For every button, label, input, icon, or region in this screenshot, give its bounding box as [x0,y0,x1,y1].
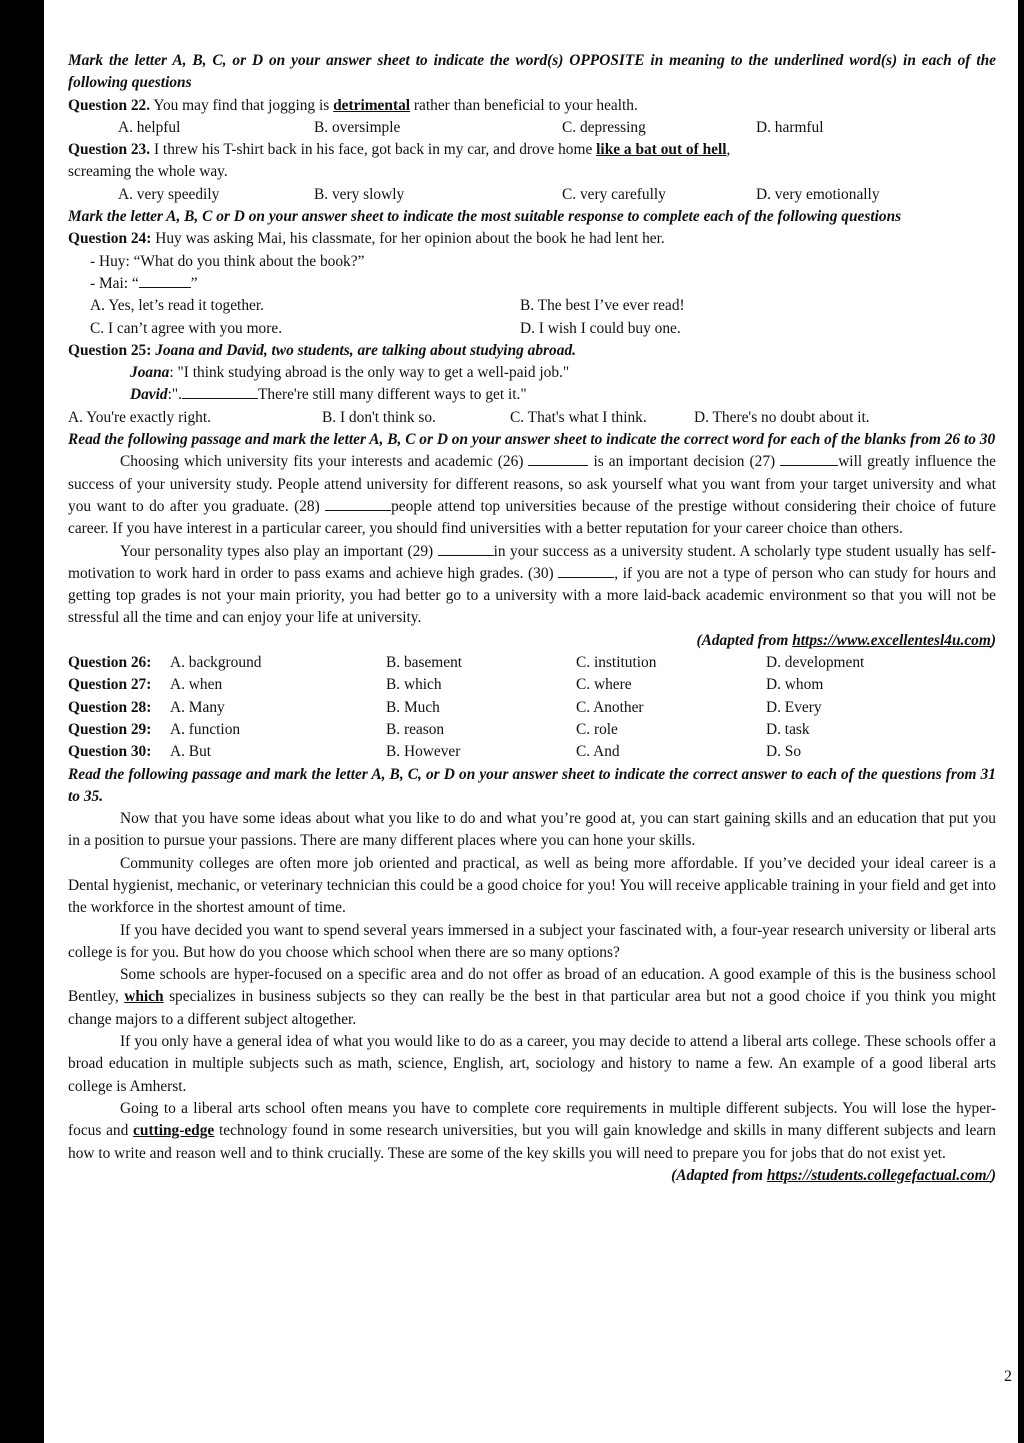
q30-option-d[interactable]: D. So [766,743,802,761]
q25-option-a[interactable]: A. You're exactly right. [68,408,211,426]
question-27 [68,674,996,696]
q29-label: Question 29: [68,720,152,738]
blank-30[interactable] [558,563,614,578]
q25-joana-line [68,362,996,384]
q28-label: Question 28: [68,698,152,716]
p6-underlined-cutting-edge: cutting-edge [133,1122,215,1140]
q25-joana-text: : "I think studying abroad is the only way to get a well-paid job." [169,364,570,382]
question-25 [68,340,996,362]
passage2-paragraph2: Community colleges are often more job oriented and practical, as well as being more affordable. If you’ve decided your ideal career is a Dental hygienist, mechanic, or veterinary technician this could be a good choice for you! You will receive applicable training in your field and get into the workforce in the shortest amount of time. [68,854,996,917]
q23-pre: I threw his T-shirt back in his face, got back in my car, and drove home [153,141,593,159]
q22-option-d[interactable]: D. harmful [756,118,824,136]
q25-text: Joana and David, two students, are talking about studying abroad. [155,341,576,359]
source2-suffix: ) [990,1166,996,1184]
page-number: 2 [1004,1368,1012,1385]
q29-option-c[interactable]: C. role [576,720,618,738]
question-23 [68,139,996,161]
q22-post: rather than beneficial to your health. [413,96,638,114]
q24-options-row2 [68,318,996,340]
passage1-source [68,630,996,652]
question-29 [68,719,996,741]
p1-part2: is an important decision (27) [593,453,776,471]
source2-link[interactable]: https://students.collegefactual.com/ [766,1166,991,1184]
q25-joana-name: Joana [130,364,170,382]
q22-underlined: detrimental [333,96,411,114]
q26-option-d[interactable]: D. development [766,654,865,672]
passage1-paragraph1 [68,451,996,540]
section2-instruction: Mark the letter A, B, C or D on your answer sheet to indicate the most suitable response to complete each of the following questions [68,208,902,226]
p4-part2: specializes in business subjects so they can really be the best in that particular area but not a good choice if you think you might change majors to a different subject altogether. [68,988,996,1028]
q30-option-c[interactable]: C. And [576,743,620,761]
q28-option-b[interactable]: B. Much [386,698,440,716]
blank-27[interactable] [780,451,838,466]
p2-part2: in your success as a university student. A scholarly type student usually has self-motivation to work hard in order to pass exams and achieve high grades. (30) [68,542,996,582]
p4-part1: Some schools are hyper-focused on a specific area and do not offer as broad of an education. A good example of this is the business school Bentley, [68,966,996,1006]
q27-option-d[interactable]: D. whom [766,676,824,694]
questions-26-30 [68,652,996,763]
q25-david-prefix: :". [167,386,183,404]
question-30 [68,741,996,763]
p2-part3: , if you are not a type of person who can study for hours and getting top grades is not your main priority, you had better go to a university with a more laid-back academic environment so that you will not be stressful all the time and can enjoy your life at university. [68,564,996,627]
q24-huy-line: - Huy: “What do you think about the book?” [90,252,365,270]
q30-label: Question 30: [68,743,152,761]
q23-post: , [726,141,731,159]
q23-option-b[interactable]: B. very slowly [314,185,405,203]
question-26 [68,652,996,674]
p6-part1: Going to a liberal arts school often means you have to complete core requirements in multiple different subjects. You will lose the hyper-focus and [68,1099,996,1140]
q27-label: Question 27: [68,676,152,694]
page-content [68,50,996,1187]
section1-instruction: Mark the letter A, B, C, or D on your answer sheet to indicate the word(s) OPPOSITE in meaning to the underlined word(s) in each of the following questions [68,52,996,92]
blank-29[interactable] [438,541,494,556]
q24-option-c[interactable]: C. I can’t agree with you more. [90,319,283,337]
q28-option-d[interactable]: D. Every [766,698,822,716]
q25-david-text: There're still many different ways to get it." [258,386,527,404]
q23-underlined: like a bat out of hell [596,141,727,159]
q24-text: Huy was asking Mai, his classmate, for her opinion about the book he had lent her. [155,230,665,248]
q22-option-a[interactable]: A. helpful [118,118,181,136]
q23-line2: screaming the whole way. [68,163,228,181]
q22-label: Question 22. [68,96,151,114]
q30-option-b[interactable]: B. However [386,743,461,761]
document-page [44,0,1018,1443]
q30-option-a[interactable]: A. But [170,743,212,761]
question-28 [68,697,996,719]
question-24 [68,228,996,250]
q25-option-d[interactable]: D. There's no doubt about it. [694,408,870,426]
passage2-paragraph1: Now that you have some ideas about what you like to do and what you’re good at, you can start gaining skills and an education that put you in a position to pursue your passions. There are many different places where you can hone your skills. [68,810,996,850]
q28-option-a[interactable]: A. Many [170,698,225,716]
q24-label: Question 24: [68,230,152,248]
q24-options-row1 [68,295,996,317]
source1-link[interactable]: https://www.excellentesl4u.com [792,631,991,649]
passage2-paragraph5: If you only have a general idea of what you would like to do as a career, you may decide to attend a liberal arts college. These schools offer a broad education in multiple subjects such as math, science, English, art, sociology and history to name a few. An example of a good liberal arts college is Amherst. [68,1033,996,1095]
q26-option-b[interactable]: B. basement [386,654,463,672]
q23-option-c[interactable]: C. very carefully [562,185,666,203]
p6-part2: technology found in some research universities, but you will gain knowledge and skills in many different subjects and learn how to write and reason well and to think crucially. These are some of the key skills you will need to prepare you for jobs that do not exist yet. [68,1122,996,1162]
q25-option-c[interactable]: C. That's what I think. [510,408,647,426]
q22-options [68,117,996,139]
question-22 [68,95,996,117]
q27-option-a[interactable]: A. when [170,676,223,694]
q25-label: Question 25: [68,341,152,359]
q25-david-name: David [130,386,168,404]
q25-david-line [68,384,996,406]
q26-label: Question 26: [68,654,152,672]
q27-option-c[interactable]: C. where [576,676,632,694]
q23-label: Question 23. [68,141,151,159]
p1-part1: Choosing which university fits your interests and academic (26) [120,453,524,471]
passage1-paragraph2 [68,541,996,630]
q23-option-a[interactable]: A. very speedily [118,185,220,203]
section4-instruction: Read the following passage and mark the letter A, B, C, or D on your answer sheet to indicate the correct answer to each of the questions from 31 to 35. [68,765,996,805]
q26-option-c[interactable]: C. institution [576,654,657,672]
q25-blank[interactable] [182,384,258,399]
passage2-paragraph4 [68,964,996,1031]
p4-underlined-which: which [124,988,164,1006]
q29-option-a[interactable]: A. function [170,720,241,738]
passage2-paragraph3: If you have decided you want to spend several years immersed in a subject your fascinated with, a four-year research university or liberal arts college is for you. But how do you choose which school when there are so many options? [68,921,996,961]
q24-mai-suffix: ” [190,274,198,292]
source1-prefix: (Adapted from [696,631,793,649]
q23-option-d[interactable]: D. very emotionally [756,185,880,203]
p1-part3: will greatly influence the success of your university study. People attend university for different reasons, so ask yourself what you want from your target university and what you want to do after you graduate. (28) [68,453,996,515]
blank-26[interactable] [528,451,588,466]
blank-28[interactable] [325,496,391,511]
q24-option-b[interactable]: B. The best I’ve ever read! [520,297,685,315]
q26-option-a[interactable]: A. background [170,654,262,672]
q24-option-d[interactable]: D. I wish I could buy one. [520,319,681,337]
q24-blank[interactable] [139,273,191,288]
q25-options [68,407,996,429]
q22-option-b[interactable]: B. oversimple [314,118,401,136]
q23-options [68,184,996,206]
p2-part1: Your personality types also play an important (29) [120,542,434,560]
q22-option-c[interactable]: C. depressing [562,118,646,136]
q24-option-a[interactable]: A. Yes, let’s read it together. [90,297,264,315]
q24-mai-prefix: - Mai: “ [90,274,139,292]
q22-pre: You may find that jogging is [153,96,330,114]
passage2-source [68,1165,996,1187]
q27-option-b[interactable]: B. which [386,676,442,694]
passage2-paragraph6 [68,1098,996,1165]
p1-part4: people attend top universities because of the prestige without considering their choice of future career. If you have interest in a particular career, you should find universities with a better reputation for your career choice than others. [68,497,996,538]
q28-option-c[interactable]: C. Another [576,698,644,716]
q25-option-b[interactable]: B. I don't think so. [322,408,436,426]
source2-prefix: (Adapted from [671,1166,767,1184]
source1-suffix: ) [990,631,996,649]
section3-instruction: Read the following passage and mark the letter A, B, C or D on your answer sheet to indicate the correct word for each of the blanks from 26 to 30 [68,431,996,449]
q29-option-d[interactable]: D. task [766,720,810,738]
q29-option-b[interactable]: B. reason [386,720,445,738]
q24-mai-line [68,273,996,295]
